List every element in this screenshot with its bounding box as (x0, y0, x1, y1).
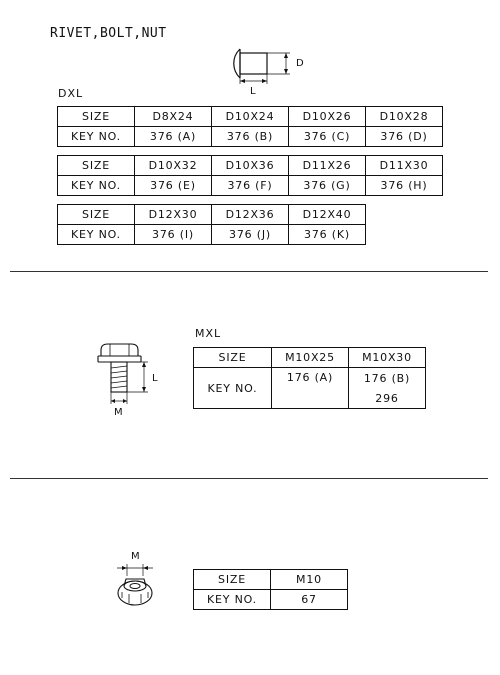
size-cell: D11X26 (289, 156, 366, 176)
key-cell: 376 (C) (289, 127, 366, 147)
key-header: KEY NO. (194, 590, 271, 610)
key-cell: 376 (I) (135, 225, 212, 245)
size-cell: M10X25 (272, 348, 349, 368)
key-cell: 376 (F) (212, 176, 289, 196)
key-cell-extra: 296 (349, 388, 426, 409)
size-cell: D11X30 (366, 156, 443, 176)
size-cell: D12X30 (135, 205, 212, 225)
table-row (194, 570, 348, 590)
size-cell: M10X30 (349, 348, 426, 368)
section-divider (10, 271, 488, 272)
key-header: KEY NO. (58, 176, 135, 196)
dim-d-label: D (296, 58, 304, 69)
nut-diagram (112, 548, 162, 610)
table-row (58, 156, 443, 176)
size-key-table-mxl (193, 347, 426, 409)
size-cell: D10X36 (212, 156, 289, 176)
size-cell: D10X26 (289, 107, 366, 127)
key-cell: 376 (K) (289, 225, 366, 245)
size-cell: M10 (271, 570, 348, 590)
size-key-table-nut (193, 569, 348, 610)
dim-l-label: L (250, 86, 256, 97)
size-cell: D8X24 (135, 107, 212, 127)
size-key-table-2 (57, 155, 443, 196)
table-row (58, 225, 366, 245)
section-label-mxl: MXL (195, 327, 222, 340)
table-row (58, 107, 443, 127)
size-cell: D12X40 (289, 205, 366, 225)
section-label-dxl: DXL (58, 87, 84, 100)
size-cell: D10X28 (366, 107, 443, 127)
key-cell: 376 (E) (135, 176, 212, 196)
page-title: RIVET,BOLT,NUT (50, 26, 167, 41)
table-row (194, 590, 348, 610)
key-header: KEY NO. (194, 368, 272, 409)
key-cell: 376 (A) (135, 127, 212, 147)
size-header: SIZE (58, 107, 135, 127)
dim-l-label: L (152, 373, 158, 384)
key-cell: 376 (J) (212, 225, 289, 245)
size-cell: D12X36 (212, 205, 289, 225)
rivet-diagram (210, 40, 320, 100)
size-header: SIZE (194, 348, 272, 368)
key-cell: 176 (B) (349, 368, 426, 389)
key-header: KEY NO. (58, 127, 135, 147)
size-key-table-1 (57, 106, 443, 147)
size-header: SIZE (58, 156, 135, 176)
size-header: SIZE (58, 205, 135, 225)
table-row (58, 176, 443, 196)
size-header: SIZE (194, 570, 271, 590)
size-cell: D10X32 (135, 156, 212, 176)
section-divider (10, 478, 488, 479)
table-row (194, 348, 426, 368)
bolt-diagram (98, 340, 178, 420)
key-cell: 376 (H) (366, 176, 443, 196)
table-row (194, 368, 426, 389)
size-key-table-3 (57, 204, 366, 245)
key-header: KEY NO. (58, 225, 135, 245)
dim-m-label: M (114, 407, 123, 418)
table-row (58, 205, 366, 225)
key-cell: 376 (G) (289, 176, 366, 196)
key-cell: 376 (D) (366, 127, 443, 147)
table-row (58, 127, 443, 147)
key-cell: 67 (271, 590, 348, 610)
size-cell: D10X24 (212, 107, 289, 127)
dim-m-label: M (131, 551, 140, 562)
key-cell: 176 (A) (272, 368, 349, 409)
key-cell: 376 (B) (212, 127, 289, 147)
